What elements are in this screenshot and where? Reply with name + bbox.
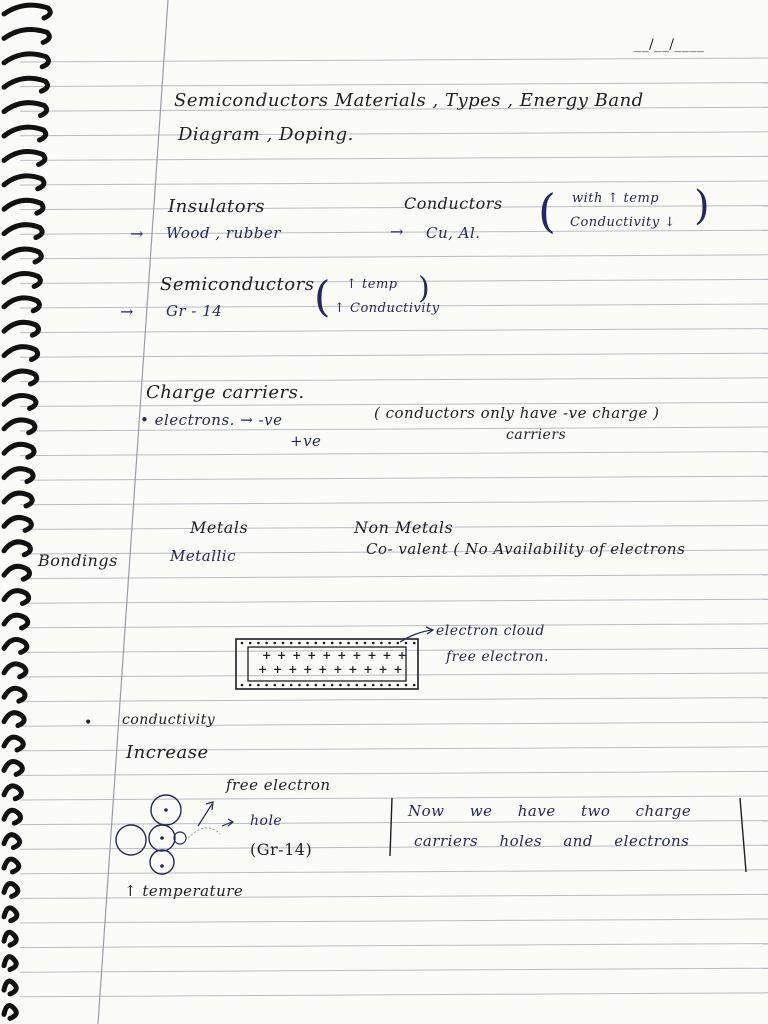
spiral-coil [4, 591, 29, 604]
spiral-coil [4, 200, 43, 213]
spiral-coil [4, 322, 39, 335]
semiconductors-note-line2: ↑ Conductivity [334, 301, 440, 316]
electron-dot [413, 684, 416, 687]
spiral-coil [4, 639, 27, 652]
electron-dot [265, 642, 268, 645]
conductors-arrow: → [390, 222, 404, 241]
conductors-heading: Conductors [404, 194, 503, 213]
bondings-label: Bondings [38, 551, 118, 570]
rule-line [20, 944, 768, 948]
conductivity-increase: Increase [126, 742, 209, 763]
note-box-line1: Now we have two charge [408, 802, 692, 820]
electron-dot [298, 642, 301, 645]
electron-cloud-pointer-arrow [398, 626, 438, 646]
electron-dot [380, 684, 383, 687]
spiral-coil [4, 1005, 16, 1018]
spiral-coil [4, 957, 16, 970]
charge-carriers-heading: Charge carriers. [146, 382, 305, 403]
spiral-coil [4, 298, 39, 311]
rule-line [20, 771, 768, 775]
semiconductors-note-paren-right: ) [418, 271, 430, 306]
label-free-electron-2: free electron [226, 776, 331, 794]
spiral-coil [4, 786, 21, 799]
semiconductors-note-paren-left: ( [314, 272, 331, 321]
lattice-bottom-row: + + + + + + + + + + [258, 663, 404, 676]
spiral-coil [4, 249, 41, 262]
rule-line [20, 83, 768, 87]
semiconductors-example: Gr - 14 [166, 302, 223, 320]
electron-dot [315, 684, 318, 687]
rule-line [20, 132, 768, 136]
rule-line [20, 501, 768, 505]
spiral-coil [4, 395, 36, 408]
page-title-line2: Diagram , Doping. [178, 124, 354, 145]
spiral-coil [4, 713, 24, 726]
rule-line [20, 993, 768, 997]
electron-dot [331, 642, 334, 645]
spiral-coil [4, 737, 23, 750]
rule-line [20, 919, 768, 923]
electron-dot [290, 684, 293, 687]
electron-dot [331, 684, 334, 687]
spiral-coil [4, 78, 48, 91]
spiral-coil [4, 883, 18, 896]
electron-dot [241, 642, 244, 645]
spiral-coil [4, 420, 35, 433]
date-field: __/__/____ [634, 37, 705, 53]
electron-dot [249, 684, 252, 687]
electron-dot [257, 642, 260, 645]
note-box-line2: carriers holes and electrons [414, 832, 690, 850]
spiral-coil [4, 566, 30, 579]
electron-dot [274, 642, 277, 645]
insulators-heading: Insulators [168, 196, 265, 217]
spiral-coil [4, 347, 38, 360]
spiral-coil [4, 688, 25, 701]
spiral-coil [4, 493, 32, 506]
label-electron-cloud: electron cloud [436, 623, 545, 639]
electron-dot [290, 642, 293, 645]
electron-dot [241, 684, 244, 687]
insulators-example: Wood , rubber [166, 224, 281, 242]
rule-line [20, 255, 768, 259]
electron-dot [323, 642, 326, 645]
electron-dot [397, 684, 400, 687]
spiral-coil [4, 5, 50, 18]
spiral-coil [4, 29, 49, 42]
rule-line [20, 353, 768, 357]
electron-dot [339, 642, 342, 645]
page-title-line1: Semiconductors Materials , Types , Energy Band [174, 90, 644, 111]
spiral-coil [4, 761, 22, 774]
charge-carriers-positive: +ve [290, 432, 322, 450]
spiral-coil [4, 469, 33, 482]
label-hole: hole [250, 813, 283, 829]
bonding-metallic: Metallic [170, 547, 236, 565]
conductivity-label: conductivity [122, 712, 216, 728]
electron-dot [306, 684, 309, 687]
bonding-covalent: Co- valent ( No Availability of electrons [366, 540, 686, 558]
electron-dot [372, 684, 375, 687]
electron-dot [380, 642, 383, 645]
electron-dot [405, 684, 408, 687]
electron-dot [364, 642, 367, 645]
conductivity-bullet: • [84, 715, 93, 731]
charge-carriers-note-line2: carriers [506, 427, 567, 443]
electron-dot [339, 684, 342, 687]
rule-line [20, 698, 768, 702]
spiral-binding [0, 0, 80, 1024]
nonmetals-header: Non Metals [354, 518, 454, 537]
conductors-example: Cu, Al. [426, 224, 481, 242]
electron-dot [323, 684, 326, 687]
lattice-top-row: + + + + + + + + + + [262, 649, 408, 662]
insulators-arrow: → [130, 224, 144, 243]
spiral-coil [4, 664, 26, 677]
electron-dot [372, 642, 375, 645]
rule-line [20, 968, 768, 972]
electron-dot [356, 684, 359, 687]
spiral-coil [4, 542, 30, 555]
electron-dot [298, 684, 301, 687]
spiral-coil [4, 908, 17, 921]
electron-dot [249, 642, 252, 645]
rule-line [20, 181, 768, 185]
semiconductors-heading: Semiconductors [160, 274, 315, 295]
spiral-coil [4, 835, 20, 848]
conductors-note-paren-right: ) [694, 183, 710, 229]
atom-hole-diagram [110, 790, 260, 880]
charge-carriers-note-line1: ( conductors only have -ve charge ) [374, 404, 660, 422]
electron-dot [257, 684, 260, 687]
electron-dot [364, 684, 367, 687]
rule-line [20, 624, 768, 628]
spiral-coil [4, 981, 16, 994]
rule-line [20, 206, 768, 210]
spiral-coil [4, 444, 34, 457]
semiconductors-arrow: → [120, 302, 134, 321]
electron-dot [282, 684, 285, 687]
spiral-coil [4, 859, 19, 872]
electron-dot [265, 684, 268, 687]
electron-dot [282, 642, 285, 645]
electron-dot [274, 684, 277, 687]
electron-dot [315, 642, 318, 645]
conductors-note-line2: Conductivity ↓ [570, 215, 676, 230]
electron-dot [356, 642, 359, 645]
rule-line [20, 599, 768, 603]
rule-line [20, 378, 768, 382]
spiral-coil [4, 371, 37, 384]
electron-dot [388, 684, 391, 687]
electron-dot [347, 642, 350, 645]
rule-line [20, 575, 768, 579]
spiral-coil [4, 810, 21, 823]
charge-carriers-electrons: • electrons. → -ve [140, 411, 283, 429]
spiral-coil [4, 103, 47, 116]
spiral-coil [4, 932, 16, 945]
label-temperature: ↑ temperature [124, 882, 244, 900]
spiral-coil [4, 615, 28, 628]
rule-line [20, 427, 768, 431]
electron-dot [306, 642, 309, 645]
rule-line [20, 58, 768, 62]
spiral-coil [4, 127, 46, 140]
rule-line [20, 329, 768, 333]
rule-line [20, 476, 768, 480]
spiral-coil [4, 517, 31, 530]
conductors-note-line1: with ↑ temp [572, 191, 660, 206]
semiconductors-note-line1: ↑ temp [346, 277, 398, 292]
rule-line [20, 452, 768, 456]
conductors-note-paren-left: ( [538, 184, 556, 238]
metals-header: Metals [190, 518, 249, 537]
label-group-14: (Gr-14) [250, 840, 313, 859]
rule-line [20, 156, 768, 160]
spiral-coil [4, 273, 40, 286]
spiral-coil [4, 176, 44, 189]
spiral-coil [4, 225, 42, 238]
spiral-coil [4, 54, 48, 67]
label-free-electron: free electron. [446, 649, 549, 665]
electron-dot [388, 642, 391, 645]
spiral-coil [4, 151, 45, 164]
electron-dot [347, 684, 350, 687]
